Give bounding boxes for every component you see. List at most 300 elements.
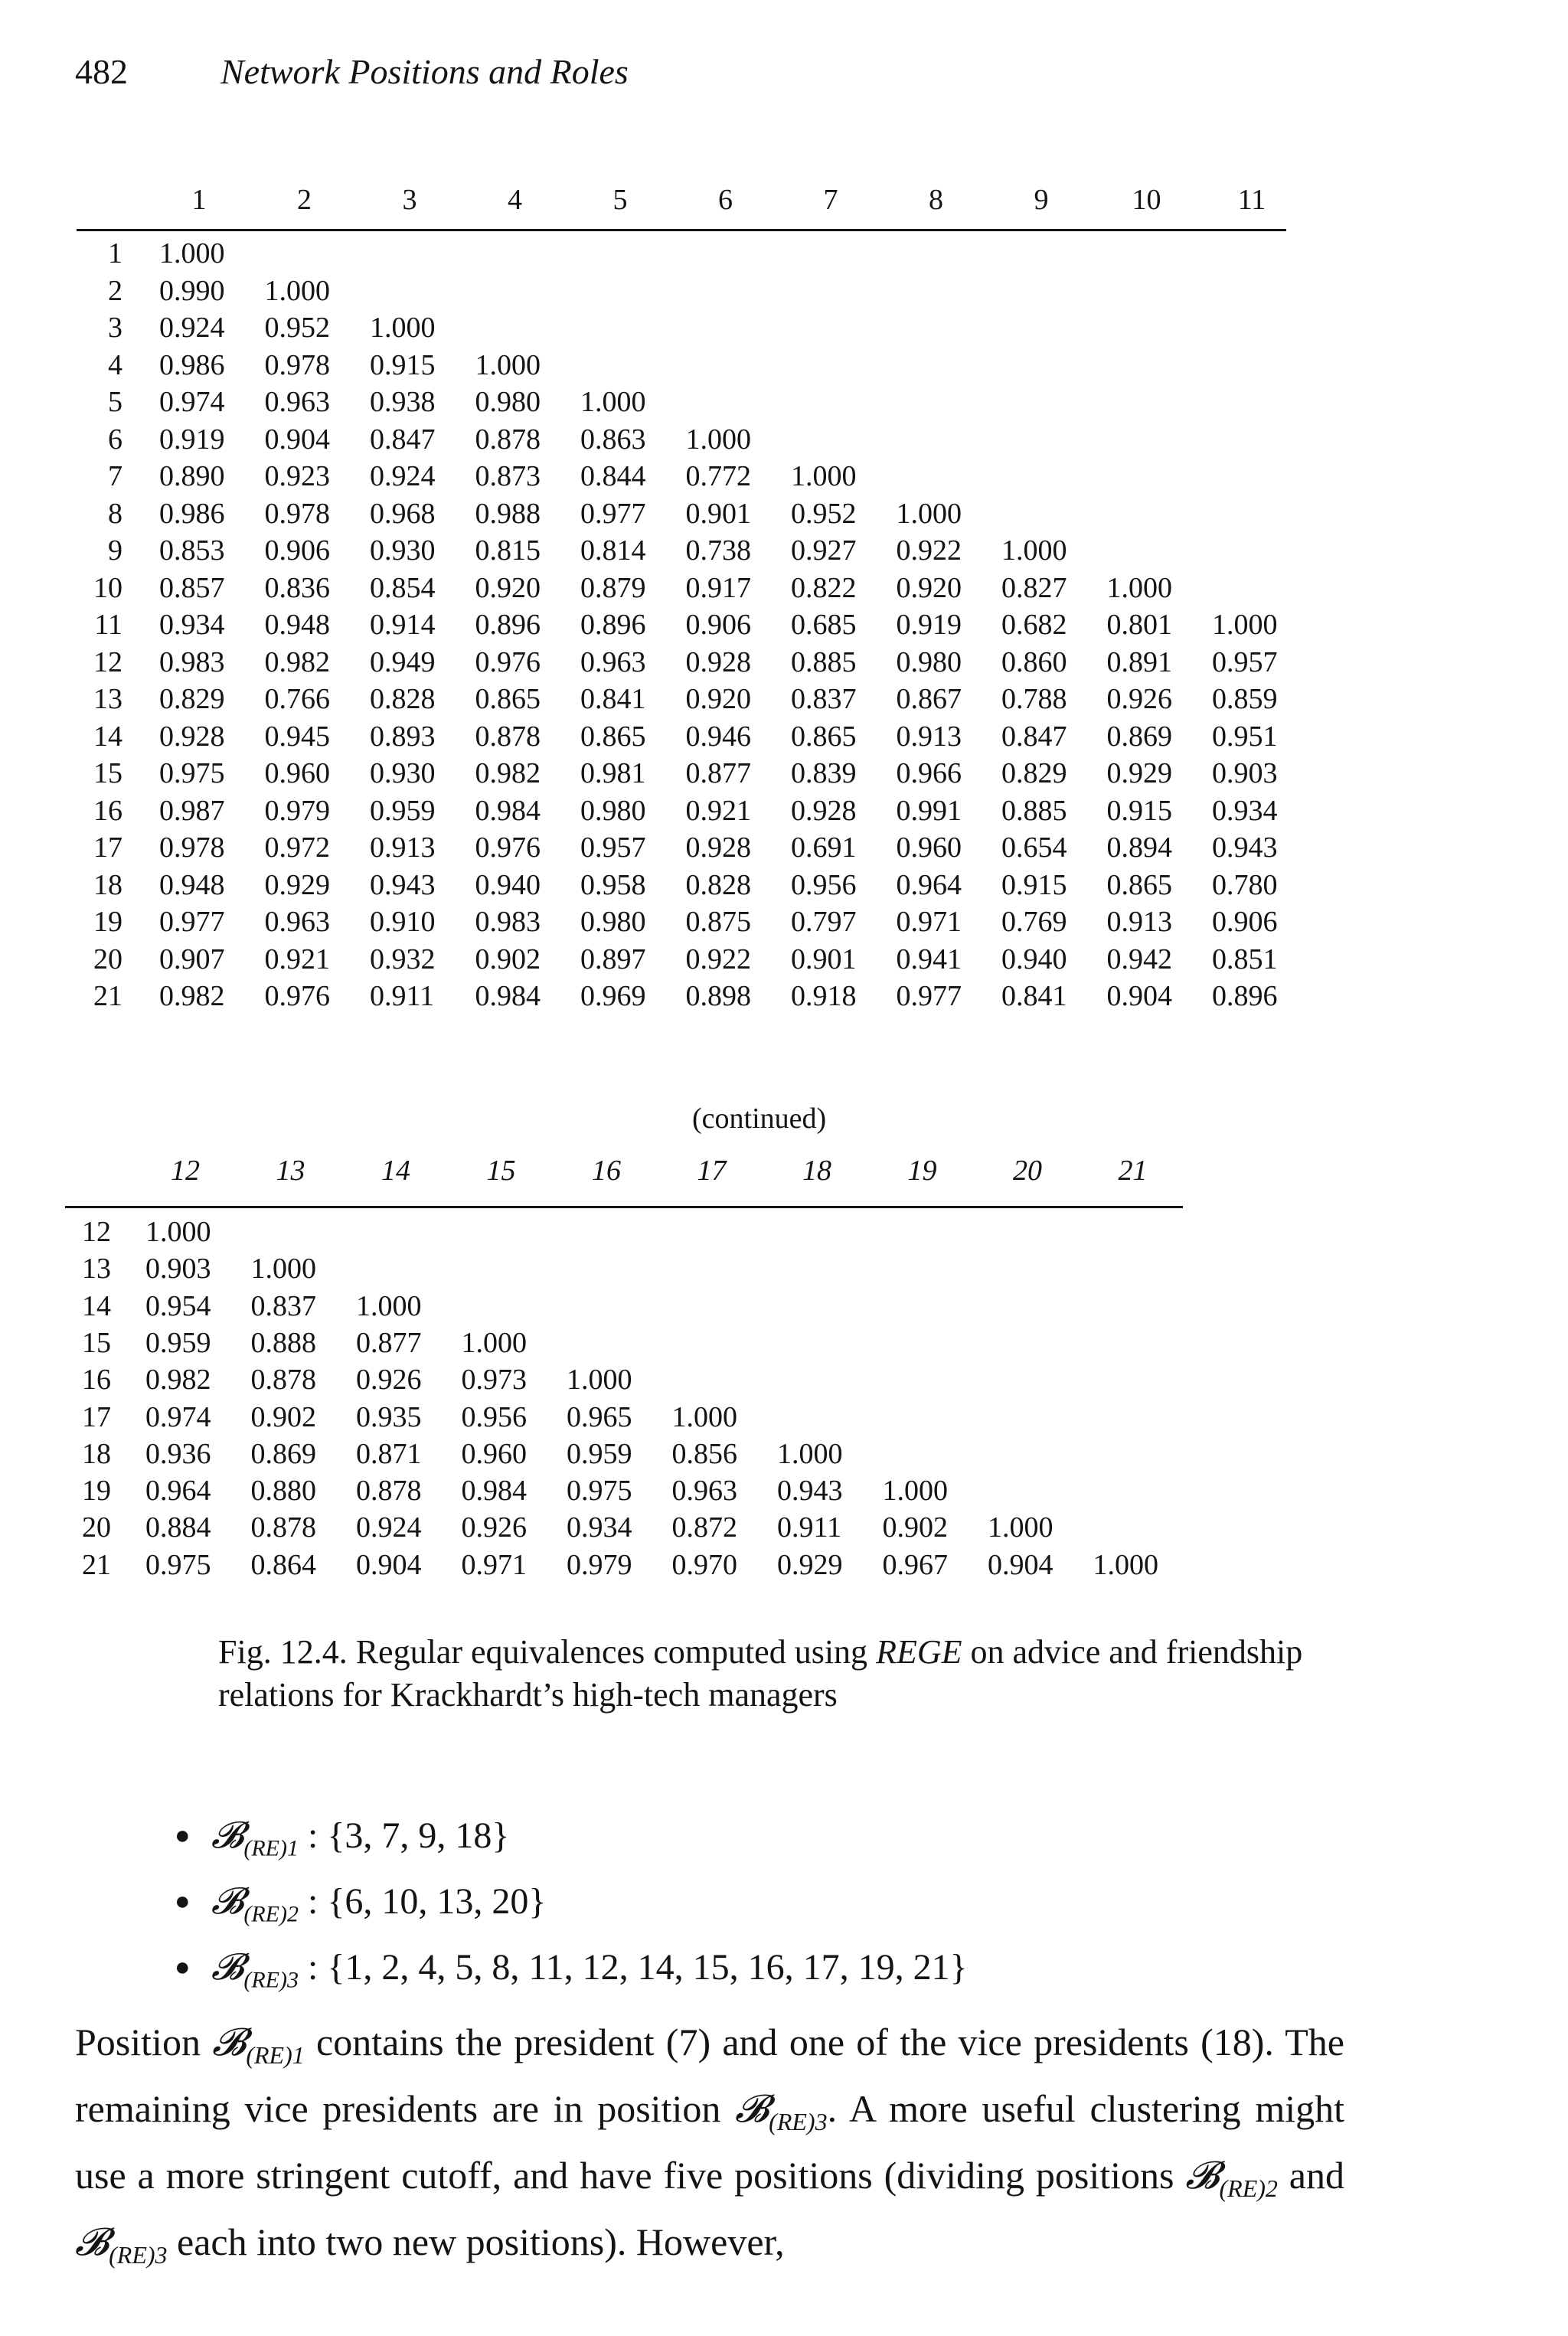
table-cell: 0.682 xyxy=(1001,609,1067,641)
table-cell: 0.980 xyxy=(896,645,962,678)
table-cell: 0.847 xyxy=(370,423,436,456)
table-cell: 0.976 xyxy=(264,980,330,1012)
body-paragraph: Position 𝓑$_{(RE)1}$ contains the president (7) and one of the vice presidents (18). The remaining vice presidents are in position 𝓑$_{(RE)3}$. A more useful clustering might use a more stringent cutoff, and have five positions (dividing positions 𝓑$_{(RE)2}$ and 𝓑$_{(RE)3}$ each into two new positions). However, xyxy=(75,2021,1344,2269)
equivalence-matrix-bottom xyxy=(65,1152,1183,1589)
position-symbol: 𝓑$_{(RE)3}$ xyxy=(735,2087,828,2135)
table-cell: 0.982 xyxy=(159,980,225,1012)
table-cell: 0.957 xyxy=(1212,645,1278,678)
row-label: 21 xyxy=(82,1548,111,1581)
table-cell: 0.864 xyxy=(250,1548,316,1581)
table-cell: 0.911 xyxy=(370,980,435,1012)
bullet-icon: ● xyxy=(175,1821,191,1850)
column-header: 16 xyxy=(592,1155,621,1187)
table-cell: 0.788 xyxy=(1001,683,1067,715)
table-cell: 0.815 xyxy=(475,534,541,567)
table-cell: 0.654 xyxy=(1001,831,1067,864)
row-label: 17 xyxy=(82,1400,111,1433)
row-label: 9 xyxy=(108,534,122,567)
header-rule xyxy=(77,229,1286,231)
table-cell: 0.880 xyxy=(250,1475,316,1508)
table-cell: 0.901 xyxy=(685,497,751,530)
table-cell: 0.963 xyxy=(671,1475,737,1508)
figure-caption xyxy=(218,1631,1359,1717)
table-cell: 0.910 xyxy=(370,906,436,938)
table-cell: 0.943 xyxy=(777,1475,843,1508)
row-label: 20 xyxy=(82,1511,111,1544)
table-cell: 0.960 xyxy=(264,757,330,789)
table-cell: 0.897 xyxy=(580,943,646,975)
column-header: 10 xyxy=(1132,184,1161,216)
column-header: 4 xyxy=(508,184,522,216)
table-cell: 1.000 xyxy=(1106,571,1172,604)
table-cell: 1.000 xyxy=(896,497,962,530)
table-cell: 0.911 xyxy=(777,1511,842,1544)
header-rule xyxy=(65,1206,1183,1208)
table-cell: 0.959 xyxy=(567,1437,632,1470)
table-cell: 0.885 xyxy=(791,645,857,678)
table-cell: 1.000 xyxy=(475,348,541,381)
position-members: : {6, 10, 13, 20} xyxy=(298,1881,547,1922)
row-label: 6 xyxy=(108,423,122,456)
table-cell: 1.000 xyxy=(882,1475,948,1508)
column-header: 15 xyxy=(486,1155,516,1187)
caption-method: REGE xyxy=(876,1633,962,1671)
table-cell: 0.893 xyxy=(370,720,436,753)
table-cell: 0.856 xyxy=(671,1437,737,1470)
table-cell: 0.924 xyxy=(356,1511,422,1544)
table-cell: 0.915 xyxy=(370,348,436,381)
column-header: 13 xyxy=(276,1155,305,1187)
table-cell: 0.904 xyxy=(264,423,330,456)
table-cell: 1.000 xyxy=(264,274,330,307)
table-cell: 0.978 xyxy=(159,831,225,864)
table-cell: 0.894 xyxy=(1106,831,1172,864)
table-cell: 0.926 xyxy=(461,1511,527,1544)
table-cell: 0.924 xyxy=(370,460,436,492)
table-cell: 0.969 xyxy=(580,980,646,1012)
row-label: 11 xyxy=(94,609,122,641)
row-label: 5 xyxy=(108,386,122,418)
table-cell: 0.841 xyxy=(1001,980,1067,1012)
table-cell: 0.959 xyxy=(145,1326,211,1359)
column-header: 12 xyxy=(171,1155,200,1187)
table-cell: 0.801 xyxy=(1106,609,1172,641)
table-cell: 0.982 xyxy=(264,645,330,678)
column-header: 3 xyxy=(402,184,417,216)
table-cell: 0.927 xyxy=(791,534,857,567)
equivalence-matrix-top xyxy=(77,181,1286,1016)
row-label: 12 xyxy=(93,645,122,678)
row-label: 2 xyxy=(108,274,122,307)
table-cell: 0.990 xyxy=(159,274,225,307)
table-cell: 0.975 xyxy=(145,1548,211,1581)
table-cell: 0.922 xyxy=(896,534,962,567)
table-cell: 0.902 xyxy=(882,1511,948,1544)
table-cell: 0.951 xyxy=(1212,720,1278,753)
row-label: 14 xyxy=(93,720,122,753)
table-cell: 0.847 xyxy=(1001,720,1067,753)
table-cell: 0.980 xyxy=(580,906,646,938)
table-cell: 0.907 xyxy=(159,943,225,975)
table-cell: 0.986 xyxy=(159,497,225,530)
table-cell: 0.919 xyxy=(159,423,225,456)
table-cell: 0.865 xyxy=(475,683,541,715)
table-cell: 0.859 xyxy=(1212,683,1278,715)
table-cell: 0.935 xyxy=(356,1400,422,1433)
table-cell: 0.929 xyxy=(1106,757,1172,789)
table-cell: 0.974 xyxy=(159,386,225,418)
table-cell: 0.942 xyxy=(1106,943,1172,975)
table-cell: 0.863 xyxy=(580,423,646,456)
table-cell: 0.865 xyxy=(580,720,646,753)
table-cell: 0.934 xyxy=(159,609,225,641)
table-cell: 0.875 xyxy=(685,906,751,938)
table-cell: 1.000 xyxy=(1093,1548,1158,1581)
table-cell: 0.885 xyxy=(1001,794,1067,827)
row-label: 13 xyxy=(93,683,122,715)
table-cell: 1.000 xyxy=(685,423,751,456)
table-cell: 0.984 xyxy=(461,1475,527,1508)
table-cell: 0.837 xyxy=(250,1289,316,1322)
table-cell: 0.913 xyxy=(370,831,436,864)
table-cell: 0.878 xyxy=(356,1475,422,1508)
row-label: 20 xyxy=(93,943,122,975)
table-cell: 0.913 xyxy=(896,720,962,753)
table-cell: 0.963 xyxy=(580,645,646,678)
table-cell: 0.902 xyxy=(250,1400,316,1433)
column-header: 6 xyxy=(718,184,733,216)
table-cell: 0.964 xyxy=(896,868,962,901)
table-cell: 0.918 xyxy=(791,980,857,1012)
table-cell: 0.977 xyxy=(580,497,646,530)
row-label: 4 xyxy=(108,348,122,381)
table-cell: 0.976 xyxy=(475,831,541,864)
table-cell: 0.884 xyxy=(145,1511,211,1544)
position-symbol: 𝓑$_{(RE)3}$ xyxy=(211,1947,299,1993)
table-cell: 0.977 xyxy=(896,980,962,1012)
table-cell: 0.896 xyxy=(1212,980,1278,1012)
bullet-icon: ● xyxy=(175,1887,191,1916)
row-label: 3 xyxy=(108,312,122,344)
table-cell: 0.896 xyxy=(580,609,646,641)
table-cell: 0.981 xyxy=(580,757,646,789)
table-cell: 0.929 xyxy=(264,868,330,901)
table-cell: 0.983 xyxy=(159,645,225,678)
continued-label: (continued) xyxy=(692,1103,827,1135)
table-cell: 0.888 xyxy=(250,1326,316,1359)
row-label: 15 xyxy=(93,757,122,789)
table-cell: 0.872 xyxy=(671,1511,737,1544)
table-cell: 0.934 xyxy=(567,1511,632,1544)
table-cell: 1.000 xyxy=(1212,609,1278,641)
table-cell: 0.841 xyxy=(580,683,646,715)
table-cell: 1.000 xyxy=(567,1364,632,1397)
position-item xyxy=(175,1935,968,2001)
table-cell: 0.920 xyxy=(896,571,962,604)
table-cell: 0.928 xyxy=(159,720,225,753)
table-cell: 0.982 xyxy=(475,757,541,789)
table-cell: 0.972 xyxy=(264,831,330,864)
column-header: 19 xyxy=(907,1155,937,1187)
table-cell: 0.940 xyxy=(1001,943,1067,975)
table-cell: 0.921 xyxy=(685,794,751,827)
table-cell: 0.878 xyxy=(475,720,541,753)
table-cell: 0.869 xyxy=(1106,720,1172,753)
table-cell: 0.980 xyxy=(475,386,541,418)
table-cell: 0.979 xyxy=(264,794,330,827)
table-cell: 0.986 xyxy=(159,348,225,381)
table-cell: 0.926 xyxy=(356,1364,422,1397)
table-cell: 0.878 xyxy=(250,1364,316,1397)
running-head xyxy=(75,49,629,95)
table-cell: 0.844 xyxy=(580,460,646,492)
row-label: 7 xyxy=(108,460,122,492)
row-label: 15 xyxy=(82,1326,111,1359)
table-cell: 0.906 xyxy=(685,609,751,641)
table-cell: 0.976 xyxy=(475,645,541,678)
table-cell: 0.902 xyxy=(475,943,541,975)
table-cell: 0.772 xyxy=(685,460,751,492)
table-cell: 0.836 xyxy=(264,571,330,604)
table-cell: 1.000 xyxy=(988,1511,1054,1544)
table-cell: 0.769 xyxy=(1001,906,1067,938)
table-cell: 0.971 xyxy=(461,1548,527,1581)
table-cell: 1.000 xyxy=(159,237,225,270)
table-cell: 0.869 xyxy=(250,1437,316,1470)
table-cell: 0.837 xyxy=(791,683,857,715)
table-cell: 0.946 xyxy=(685,720,751,753)
column-header: 20 xyxy=(1013,1155,1042,1187)
running-head-title: Network Positions and Roles xyxy=(220,52,629,91)
table-cell: 0.878 xyxy=(475,423,541,456)
table-cell: 0.979 xyxy=(567,1548,632,1581)
table-cell: 0.956 xyxy=(791,868,857,901)
table-cell: 0.928 xyxy=(685,645,751,678)
table-cell: 0.828 xyxy=(370,683,436,715)
table-cell: 1.000 xyxy=(145,1216,211,1248)
column-header: 2 xyxy=(297,184,312,216)
table-cell: 0.948 xyxy=(159,868,225,901)
table-cell: 0.977 xyxy=(159,906,225,938)
table-cell: 0.932 xyxy=(370,943,436,975)
table-cell: 0.971 xyxy=(896,906,962,938)
table-cell: 0.877 xyxy=(685,757,751,789)
table-cell: 0.963 xyxy=(264,386,330,418)
position-symbol: 𝓑$_{(RE)2}$ xyxy=(1185,2154,1278,2202)
table-cell: 0.904 xyxy=(1106,980,1172,1012)
table-cell: 0.901 xyxy=(791,943,857,975)
table-cell: 0.991 xyxy=(896,794,962,827)
table-cell: 1.000 xyxy=(671,1400,737,1433)
table-cell: 0.968 xyxy=(370,497,436,530)
table-cell: 1.000 xyxy=(580,386,646,418)
table-cell: 0.738 xyxy=(685,534,751,567)
table-cell: 0.878 xyxy=(250,1511,316,1544)
table-cell: 0.904 xyxy=(988,1548,1054,1581)
table-cell: 0.956 xyxy=(461,1400,527,1433)
table-cell: 0.915 xyxy=(1001,868,1067,901)
table-cell: 0.922 xyxy=(685,943,751,975)
table-cell: 0.906 xyxy=(1212,906,1278,938)
table-cell: 0.983 xyxy=(475,906,541,938)
table-cell: 0.945 xyxy=(264,720,330,753)
table-cell: 0.828 xyxy=(685,868,751,901)
page-number: 482 xyxy=(75,52,128,91)
table-cell: 0.963 xyxy=(264,906,330,938)
table-cell: 0.959 xyxy=(370,794,436,827)
table-cell: 0.928 xyxy=(791,794,857,827)
table-cell: 0.928 xyxy=(685,831,751,864)
table-cell: 0.964 xyxy=(145,1475,211,1508)
row-label: 19 xyxy=(82,1475,111,1508)
table-cell: 0.867 xyxy=(896,683,962,715)
table-cell: 0.978 xyxy=(264,497,330,530)
row-label: 16 xyxy=(93,794,122,827)
table-cell: 1.000 xyxy=(461,1326,527,1359)
table-cell: 0.854 xyxy=(370,571,436,604)
row-label: 18 xyxy=(93,868,122,901)
table-cell: 0.921 xyxy=(264,943,330,975)
table-cell: 0.984 xyxy=(475,980,541,1012)
table-cell: 0.973 xyxy=(461,1364,527,1397)
table-cell: 0.948 xyxy=(264,609,330,641)
table-cell: 0.903 xyxy=(1212,757,1278,789)
table-cell: 0.865 xyxy=(1106,868,1172,901)
column-header: 21 xyxy=(1118,1155,1148,1187)
table-cell: 0.915 xyxy=(1106,794,1172,827)
table-cell: 1.000 xyxy=(250,1253,316,1286)
column-header: 7 xyxy=(823,184,838,216)
table-cell: 0.960 xyxy=(896,831,962,864)
table-cell: 1.000 xyxy=(777,1437,843,1470)
table-cell: 0.853 xyxy=(159,534,225,567)
table-cell: 0.797 xyxy=(791,906,857,938)
table-cell: 0.860 xyxy=(1001,645,1067,678)
table-cell: 0.904 xyxy=(356,1548,422,1581)
table-cell: 0.929 xyxy=(777,1548,843,1581)
table-cell: 0.829 xyxy=(1001,757,1067,789)
row-label: 19 xyxy=(93,906,122,938)
table-cell: 0.691 xyxy=(791,831,857,864)
position-item xyxy=(175,1869,968,1935)
position-members: : {3, 7, 9, 18} xyxy=(298,1815,510,1856)
table-cell: 0.827 xyxy=(1001,571,1067,604)
table-cell: 0.913 xyxy=(1106,906,1172,938)
row-label: 12 xyxy=(82,1216,111,1248)
table-cell: 0.978 xyxy=(264,348,330,381)
column-header: 11 xyxy=(1237,184,1266,216)
caption-prefix: Fig. 12.4. Regular equivalences computed using xyxy=(218,1633,877,1671)
table-cell: 0.685 xyxy=(791,609,857,641)
position-symbol: 𝓑$_{(RE)1}$ xyxy=(211,1815,299,1861)
table-cell: 0.982 xyxy=(145,1364,211,1397)
table-cell: 0.914 xyxy=(370,609,436,641)
position-members: : {1, 2, 4, 5, 8, 11, 12, 14, 15, 16, 17, 19, 21} xyxy=(298,1947,968,1988)
caption-suffix: on advice and friendship relations for Krackhardt’s high-tech managers xyxy=(218,1633,1303,1714)
table-cell: 0.930 xyxy=(370,534,436,567)
position-symbol: 𝓑$_{(RE)3}$ xyxy=(75,2220,168,2269)
table-cell: 0.871 xyxy=(356,1437,422,1470)
table-cell: 0.940 xyxy=(475,868,541,901)
table-cell: 0.780 xyxy=(1212,868,1278,901)
table-cell: 1.000 xyxy=(356,1289,422,1322)
table-cell: 0.896 xyxy=(475,609,541,641)
row-label: 1 xyxy=(108,237,122,270)
position-list xyxy=(175,1803,968,2001)
table-cell: 0.917 xyxy=(685,571,751,604)
table-cell: 0.975 xyxy=(567,1475,632,1508)
table-cell: 0.839 xyxy=(791,757,857,789)
table-cell: 0.936 xyxy=(145,1437,211,1470)
row-label: 14 xyxy=(82,1289,111,1322)
table-cell: 0.984 xyxy=(475,794,541,827)
table-cell: 0.903 xyxy=(145,1253,211,1286)
table-cell: 0.957 xyxy=(580,831,646,864)
position-symbol: 𝓑$_{(RE)2}$ xyxy=(211,1881,299,1927)
row-label: 13 xyxy=(82,1253,111,1286)
table-cell: 0.877 xyxy=(356,1326,422,1359)
row-label: 8 xyxy=(108,497,122,530)
table-cell: 0.934 xyxy=(1212,794,1278,827)
table-cell: 0.829 xyxy=(159,683,225,715)
table-cell: 1.000 xyxy=(370,312,436,344)
table-cell: 0.926 xyxy=(1106,683,1172,715)
table-cell: 1.000 xyxy=(1001,534,1067,567)
table-cell: 1.000 xyxy=(791,460,857,492)
table-cell: 0.851 xyxy=(1212,943,1278,975)
column-header: 17 xyxy=(697,1155,727,1187)
table-cell: 0.970 xyxy=(671,1548,737,1581)
column-header: 1 xyxy=(191,184,207,216)
table-cell: 0.890 xyxy=(159,460,225,492)
table-cell: 0.766 xyxy=(264,683,330,715)
table-cell: 0.930 xyxy=(370,757,436,789)
table-cell: 0.958 xyxy=(580,868,646,901)
row-label: 17 xyxy=(93,831,122,864)
table-cell: 0.967 xyxy=(882,1548,948,1581)
table-cell: 0.923 xyxy=(264,460,330,492)
table-cell: 0.943 xyxy=(370,868,436,901)
table-cell: 0.943 xyxy=(1212,831,1278,864)
row-label: 18 xyxy=(82,1437,111,1470)
position-item xyxy=(175,1803,968,1869)
table-cell: 0.949 xyxy=(370,645,436,678)
column-header: 5 xyxy=(612,184,628,216)
column-header: 18 xyxy=(802,1155,831,1187)
row-label: 21 xyxy=(93,980,122,1012)
bullet-icon: ● xyxy=(175,1953,191,1982)
table-cell: 0.873 xyxy=(475,460,541,492)
table-cell: 0.952 xyxy=(264,312,330,344)
table-cell: 0.865 xyxy=(791,720,857,753)
table-cell: 0.920 xyxy=(475,571,541,604)
table-cell: 0.920 xyxy=(685,683,751,715)
table-cell: 0.966 xyxy=(896,757,962,789)
table-cell: 0.988 xyxy=(475,497,541,530)
table-cell: 0.954 xyxy=(145,1289,211,1322)
column-header: 14 xyxy=(381,1155,410,1187)
table-cell: 0.975 xyxy=(159,757,225,789)
table-cell: 0.980 xyxy=(580,794,646,827)
table-cell: 0.938 xyxy=(370,386,436,418)
table-cell: 0.987 xyxy=(159,794,225,827)
table-cell: 0.906 xyxy=(264,534,330,567)
table-cell: 0.924 xyxy=(159,312,225,344)
table-cell: 0.941 xyxy=(896,943,962,975)
table-cell: 0.814 xyxy=(580,534,646,567)
row-label: 16 xyxy=(82,1364,111,1397)
table-cell: 0.919 xyxy=(896,609,962,641)
